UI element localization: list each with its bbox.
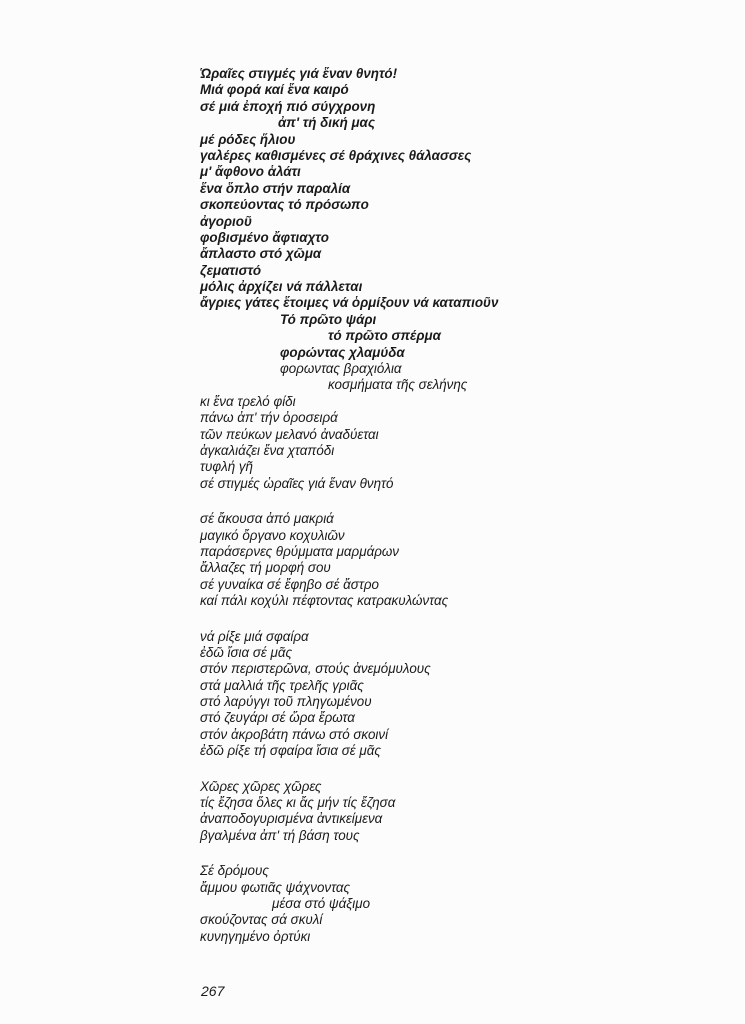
poem-line: τό πρῶτο σπέρμα <box>328 328 441 344</box>
poem-line: τῶν πεύκων μελανό ἀναδύεται <box>200 426 379 442</box>
poem-line: κι ἕνα τρελό φίδι <box>200 393 296 409</box>
stanza-break <box>200 492 620 511</box>
stanza-break <box>200 610 620 629</box>
poem-line: στό ζευγάρι σέ ὥρα ἔρωτα <box>200 710 355 726</box>
poem-line: κυνηγημένο ὀρτύκι <box>200 928 311 944</box>
poem-line: σέ γυναίκα σέ ἔφηβο σέ ἄστρο <box>200 576 380 592</box>
poem-line: στό λαρύγγι τοῦ πληγωμένου <box>200 694 372 710</box>
poem-line: σέ μιά ἐποχή πιό σύγχρονη <box>200 98 376 114</box>
stanza-break <box>200 760 620 779</box>
poem-line: ζεματιστό <box>200 262 262 278</box>
poem-line: μέ ρόδες ἥλιου <box>200 131 296 147</box>
poem-line: κοσμήματα τῆς σελήνης <box>328 377 468 393</box>
poem-line: μέσα στό ψάξιμο <box>272 895 371 911</box>
poem-line: πάνω ἀπ' τήν ὀροσειρά <box>200 410 338 426</box>
poem-line: ἐδῶ ἴσια σέ μᾶς <box>200 644 293 660</box>
poem-line: στόν ἀκροβάτη πάνω στό σκοινί <box>200 726 389 742</box>
poem-line: τίς ἔζησα ὅλες κι ἄς μήν τίς ἔζησα <box>200 795 396 811</box>
poem-line: ἕνα ὅπλο στήν παραλία <box>200 180 351 196</box>
poem-line: ἄγριες γάτες ἕτοιμες νά ὁρμίξουν νά καταπιοῦν <box>200 295 499 311</box>
poem-line: σέ ἄκουσα ἀπό μακριά <box>200 511 334 527</box>
poem-line: βγαλμένα ἀπ' τή βάση τους <box>200 827 360 843</box>
poem-line: ἐδῶ ρίξε τή σφαίρα ἴσια σέ μᾶς <box>200 743 381 759</box>
poem-line: μ' ἄφθονο ἁλάτι <box>200 164 301 180</box>
poem-line: Μιά φορά καί ἕνα καιρό <box>200 82 349 98</box>
poem-line: ἄπλαστο στό χῶμα <box>200 246 322 262</box>
poem-line: ἀπ' τή δική μας <box>278 115 375 131</box>
poem-line: ἀναποδογυρισμένα ἀντικείμενα <box>200 811 383 827</box>
poem-line: γαλέρες καθισμένες σέ θράχινες θάλασσες <box>200 147 472 163</box>
poem-line: φορώντας χλαμύδα <box>280 344 405 360</box>
poem-line: Ὡραῖες στιγμές γιά ἕναν θνητό! <box>200 66 398 81</box>
poem-line: φοβισμένο ἄφτιαχτο <box>200 229 329 245</box>
poem-line: Σέ δρόμους <box>200 863 269 879</box>
poem-text <box>200 66 620 945</box>
poem-line: στά μαλλιά τῆς τρελῆς γριᾶς <box>200 677 364 693</box>
poem-line: σκούζοντας σά σκυλί <box>200 912 323 928</box>
poem-line: μόλις ἀρχίζει νά πάλλεται <box>200 279 363 295</box>
poem-line: ἀγοριοῦ <box>200 213 252 229</box>
poem-line: ἄμμου φωτιᾶς ψάχνοντας <box>200 879 351 895</box>
poem-line: παράσερνες θρύμματα μαρμάρων <box>200 543 399 559</box>
page-number: 267 <box>201 983 225 999</box>
poem-line: ἄλλαζες τή μορφή σου <box>200 560 331 576</box>
poem-line: καί πάλι κοχύλι πέφτοντας κατρακυλώντας <box>200 593 449 609</box>
poem-line: νά ρίξε μιά σφαίρα <box>200 628 309 644</box>
poem-line: σκοπεύοντας τό πρόσωπο <box>200 197 369 213</box>
stanza-break <box>200 844 620 863</box>
poem-line: στόν περιστερῶνα, στούς ἀνεμόμυλους <box>200 661 431 677</box>
poem-line: ἀγκαλιάζει ἕνα χταπόδι <box>200 442 335 458</box>
poem-line: τυφλή γῆ <box>200 459 253 475</box>
poem-line: Τό πρῶτο ψάρι <box>280 311 377 327</box>
poem-line: μαγικό ὄργανο κοχυλιῶν <box>200 527 345 543</box>
poem-line: Χῶρες χῶρες χῶρες <box>200 778 322 794</box>
poem-line: φορωντας βραχιόλια <box>280 361 402 377</box>
poem-line: σέ στιγμές ὡραῖες γιά ἕναν θνητό <box>200 475 394 491</box>
